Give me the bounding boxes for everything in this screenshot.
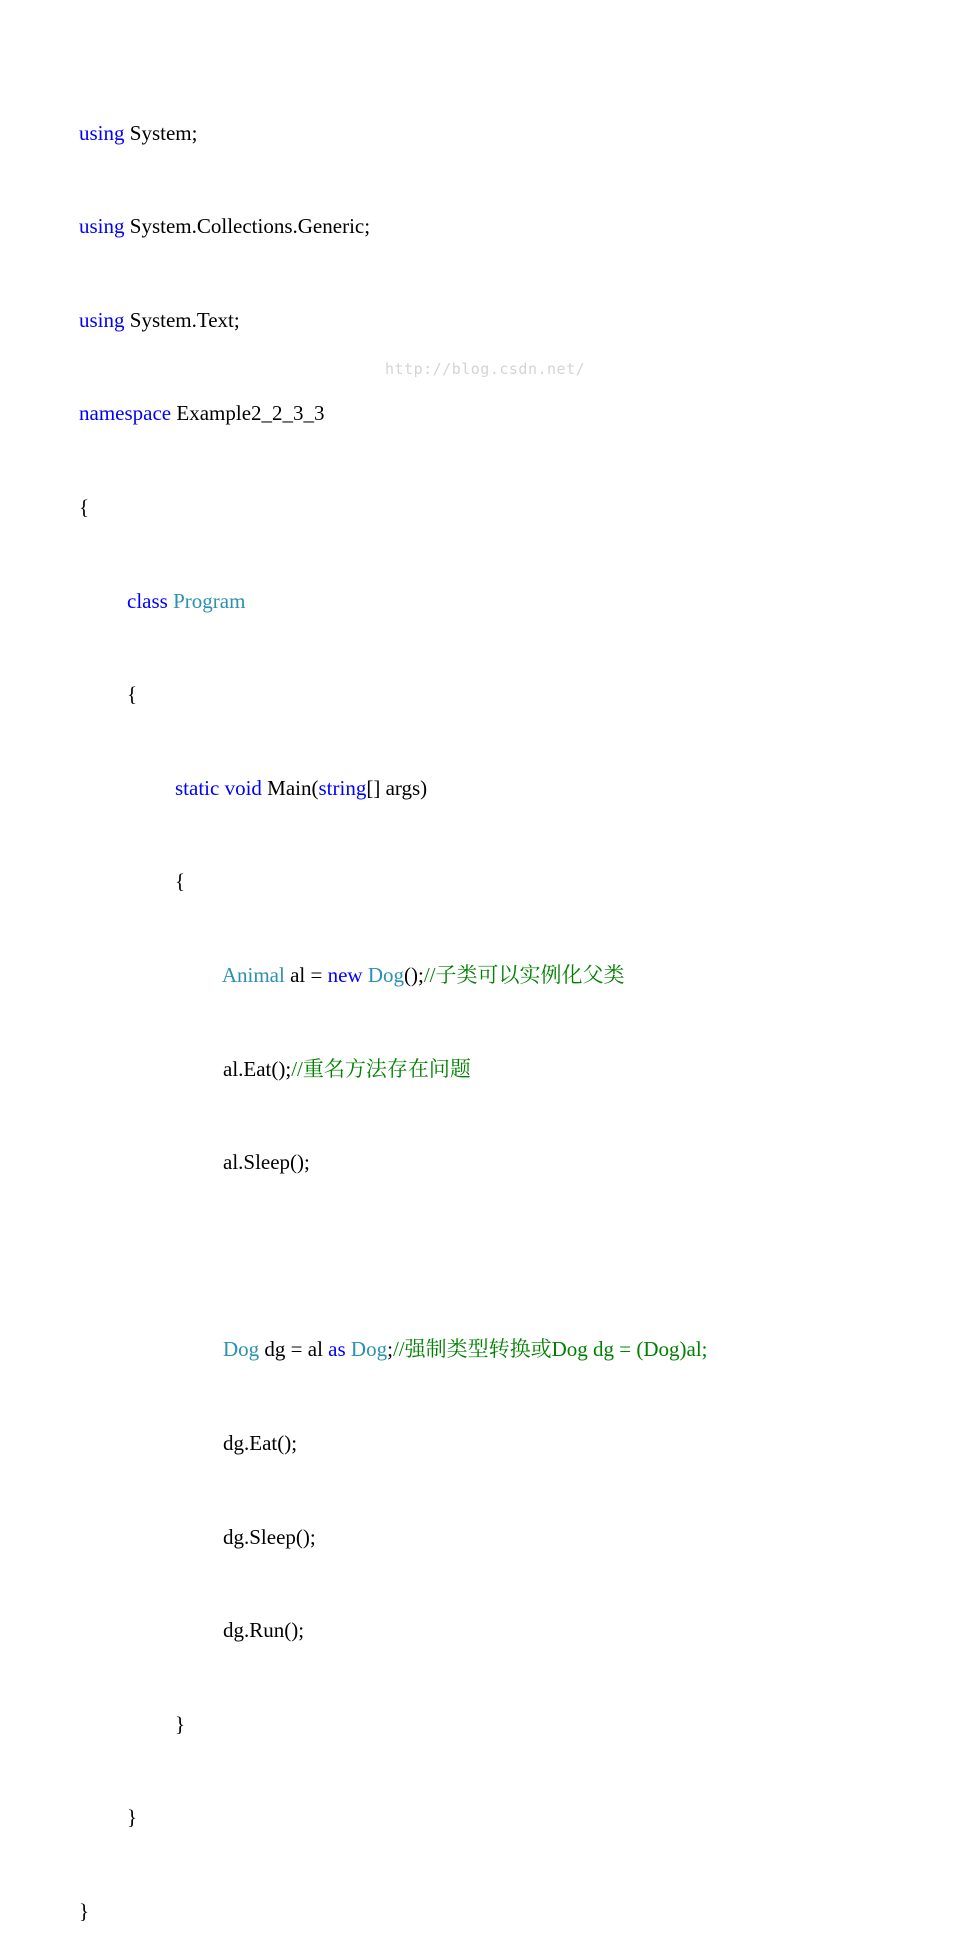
code-line (58, 1865, 708, 1923)
code-token: [] args) (366, 775, 428, 800)
code-token: class (127, 588, 168, 613)
code-line (58, 554, 708, 613)
code-token: using (79, 120, 125, 145)
code-token: al = (284, 962, 328, 987)
code-line (58, 367, 708, 426)
code-token: { (175, 869, 186, 894)
code-token: new (327, 962, 363, 987)
code-token: Dog (350, 1337, 388, 1362)
code-token: System.Text; (124, 307, 240, 332)
code-token: System.Collections.Generic; (124, 214, 371, 239)
code-line (58, 1771, 708, 1830)
code-line (58, 929, 708, 987)
code-line (58, 274, 708, 332)
code-token: dg.Eat(); (223, 1430, 298, 1455)
code-token: System; (124, 120, 198, 145)
code-token: Program (173, 588, 246, 613)
code-token: Main( (261, 775, 319, 800)
code-token: { (127, 682, 138, 707)
code-line (58, 835, 708, 894)
code-token: void (224, 775, 262, 800)
code-token: al.Eat(); (223, 1056, 292, 1081)
code-token: dg = al (259, 1337, 329, 1362)
code-line (58, 86, 708, 145)
code-token: dg.Run(); (223, 1618, 305, 1643)
code-token: Dog (223, 1337, 260, 1362)
code-line (58, 1397, 708, 1455)
code-token: using (79, 307, 125, 332)
code-line (58, 1116, 708, 1175)
code-token: using (79, 214, 125, 239)
code-comment: //重名方法存在问题 (291, 1056, 471, 1081)
code-token: (); (404, 962, 424, 987)
code-line (58, 648, 708, 707)
code-token: } (79, 1898, 90, 1923)
code-token: } (175, 1711, 186, 1736)
code-token: } (127, 1805, 138, 1830)
code-line (58, 180, 708, 239)
code-comment: //强制类型转换或Dog dg = (Dog)al; (392, 1337, 708, 1362)
code-comment: //子类可以实例化父类 (423, 962, 625, 987)
code-line (58, 461, 708, 519)
code-line (58, 1490, 708, 1549)
code-token: namespace (79, 401, 172, 426)
code-line (58, 1678, 708, 1736)
code-token: al.Sleep(); (223, 1150, 310, 1175)
code-line-blank (58, 1210, 708, 1241)
code-line (58, 742, 708, 800)
code-token: static (175, 775, 220, 800)
code-token: dg.Sleep(); (223, 1524, 316, 1549)
code-line (58, 1584, 708, 1643)
code-line (58, 1022, 708, 1081)
code-token: Example2_2_3_3 (171, 401, 325, 426)
code-token: Dog (367, 962, 405, 987)
code-block (58, 24, 708, 1927)
code-line (58, 1303, 708, 1362)
code-token: as (328, 1337, 346, 1362)
code-token: string (318, 775, 367, 800)
watermark-text: http://blog.csdn.net/ (385, 360, 586, 378)
code-token: ; (387, 1337, 393, 1362)
code-token: { (79, 494, 90, 519)
code-token: Animal (221, 962, 285, 987)
